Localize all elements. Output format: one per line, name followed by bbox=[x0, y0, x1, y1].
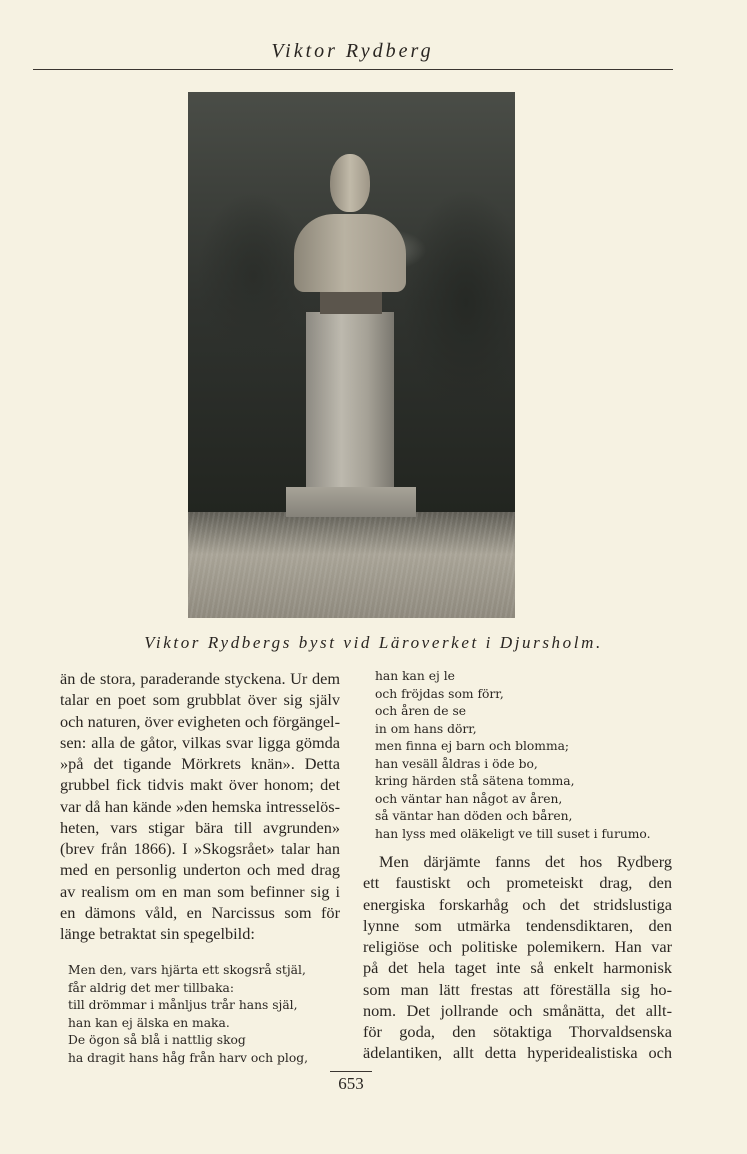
poem-line: ha dragit hans håg från harv och plog, bbox=[68, 1050, 308, 1065]
poem-line: får aldrig det mer tillbaka: bbox=[68, 980, 234, 995]
text-line: (brev från 1866). I »Skogsrået» talar han bbox=[60, 839, 340, 858]
text-line: energiska forskarhåg och det stridslustiga bbox=[363, 894, 672, 914]
folio-rule bbox=[330, 1071, 372, 1072]
text-line: ett faustiskt och prometeiskt drag, den bbox=[363, 873, 672, 893]
photo-grass bbox=[188, 512, 515, 618]
text-line: länge betraktat sin spegelbild: bbox=[60, 924, 255, 943]
text-line: ädelantiken, allt detta hyperidealistiska och bbox=[363, 1043, 672, 1063]
page-number: 653 bbox=[338, 1074, 364, 1093]
text-line: som man lätt frestas att föreställa sig ho- bbox=[363, 979, 672, 999]
photo-pedestal bbox=[306, 312, 394, 512]
figure-caption: Viktor Rydbergs byst vid Läroverket i Djursholm. bbox=[144, 633, 603, 652]
text-line: lynne som utmärka tendensdiktaren, den bbox=[363, 915, 672, 935]
text-line: för goda, den sötaktiga Thorvaldsenska bbox=[363, 1022, 672, 1041]
text-line: heten, vars stigar bära till avgrunden» bbox=[60, 817, 340, 837]
poem-line: han kan ej älska en maka. bbox=[68, 1015, 230, 1030]
text-line: grubbel fick tidvis makt över honom; det bbox=[60, 775, 340, 795]
text-line: »på det tigande Mörkrets knän». Detta bbox=[60, 754, 340, 773]
photo-pedestal-base bbox=[286, 487, 416, 517]
poem-line: och väntar han något av åren, bbox=[375, 791, 563, 806]
poem-line: Men den, vars hjärta ett skogsrå stjäl, bbox=[68, 963, 306, 977]
right-prose bbox=[363, 851, 672, 1064]
poem-line: till drömmar i månljus trår hans själ, bbox=[68, 998, 298, 1012]
poem-line: men finna ej barn och blomma; bbox=[375, 739, 570, 753]
right-poem bbox=[375, 668, 651, 843]
poem-line: in om hans dörr, bbox=[375, 721, 477, 736]
poem-line: han kan ej le bbox=[375, 669, 455, 683]
left-prose bbox=[60, 668, 340, 944]
text-line: talar en poet som grubblat över sig själv bbox=[60, 690, 340, 710]
text-line: än de stora, paraderande styckena. Ur dem bbox=[60, 669, 340, 688]
text-line: sen: alla de gåtor, vilkas svar ligga gömda bbox=[60, 732, 340, 752]
poem-line: och fröjdas som förr, bbox=[375, 686, 504, 701]
poem-line: han lyss med oläkeligt ve till suset i furumo. bbox=[375, 826, 651, 841]
photo-bust-shoulders bbox=[294, 214, 406, 292]
poem-line: så väntar han döden och båren, bbox=[375, 809, 573, 823]
poem-line: han vesäll åldras i öde bo, bbox=[375, 756, 538, 771]
text-line: på det hela taget inte så enkelt harmonisk bbox=[363, 958, 672, 978]
header-rule bbox=[33, 69, 673, 70]
text-line: och naturen, över evigheten och förgängel- bbox=[60, 711, 340, 731]
running-title: Viktor Rydberg bbox=[271, 40, 434, 62]
text-line: av realism om en man som befinner sig i bbox=[60, 881, 340, 901]
bust-photograph bbox=[188, 92, 515, 618]
text-line: var då han kände »den hemska intresselös- bbox=[60, 796, 340, 816]
poem-line: och åren de se bbox=[375, 704, 467, 718]
text-line: nom. Det jollrande och smånätta, det allt- bbox=[363, 1000, 672, 1020]
text-line: med en personlig underton och med drag bbox=[60, 860, 340, 880]
text-line: religiöse och politiske polemikern. Han var bbox=[363, 937, 672, 956]
text-line: en dämons våld, en Narcissus som för bbox=[60, 902, 340, 922]
left-poem bbox=[68, 962, 308, 1067]
poem-line: kring härden stå sätena tomma, bbox=[375, 774, 575, 788]
poem-line: De ögon så blå i nattlig skog bbox=[68, 1033, 246, 1047]
photo-bust-head bbox=[330, 154, 370, 212]
text-line: Men därjämte fanns det hos Rydberg bbox=[379, 852, 672, 871]
